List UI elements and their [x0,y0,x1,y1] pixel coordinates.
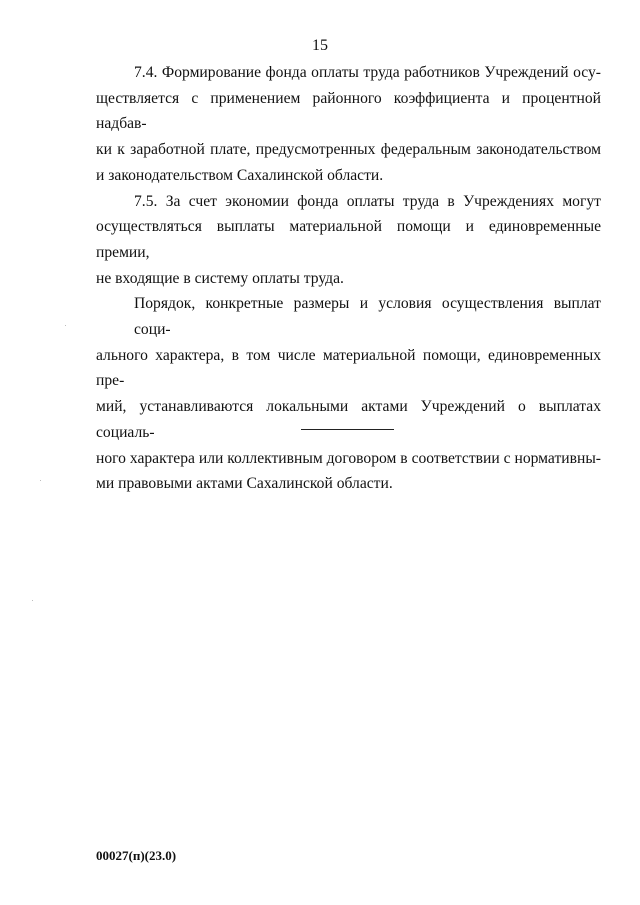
paragraph-procedure [96,291,601,497]
paragraph-7-5 [96,189,601,292]
text-line: и законодательством Сахалинской области. [96,166,384,184]
scan-speck [65,325,66,326]
text-line: 7.5. За счет экономии фонда оплаты труда в Учреждениях могут [134,192,601,210]
scan-speck [40,480,41,481]
text-line: 7.4. Формирование фонда оплаты труда работников Учреждений осу- [134,64,601,81]
text-line: ного характера или коллективным договором в соответствии с нормативны- [96,449,601,467]
text-line: ального характера, в том числе материальной помощи, единовременных пре- [96,346,601,390]
text-line: ществляется с применением районного коэффициента и процентной надбав- [96,89,601,133]
page-number: 15 [312,37,328,54]
text-line: не входящие в систему оплаты труда. [96,269,344,287]
text-line: ми правовыми актами Сахалинской области. [96,475,393,493]
end-of-text-divider [301,429,394,430]
document-code: 00027(п)(23.0) [96,848,177,863]
paragraph-7-4 [96,60,601,189]
text-line: ки к заработной плате, предусмотренных федеральным законодательством [96,141,601,159]
text-line: Порядок, конкретные размеры и условия осуществления выплат соци- [134,295,601,339]
text-line: мий, устанавливаются локальными актами Учреждений о выплатах социаль- [96,398,601,441]
body-text [96,60,601,497]
scan-speck [32,600,33,601]
text-line: осуществляться выплаты материальной помощи и единовременные премии, [96,218,601,261]
